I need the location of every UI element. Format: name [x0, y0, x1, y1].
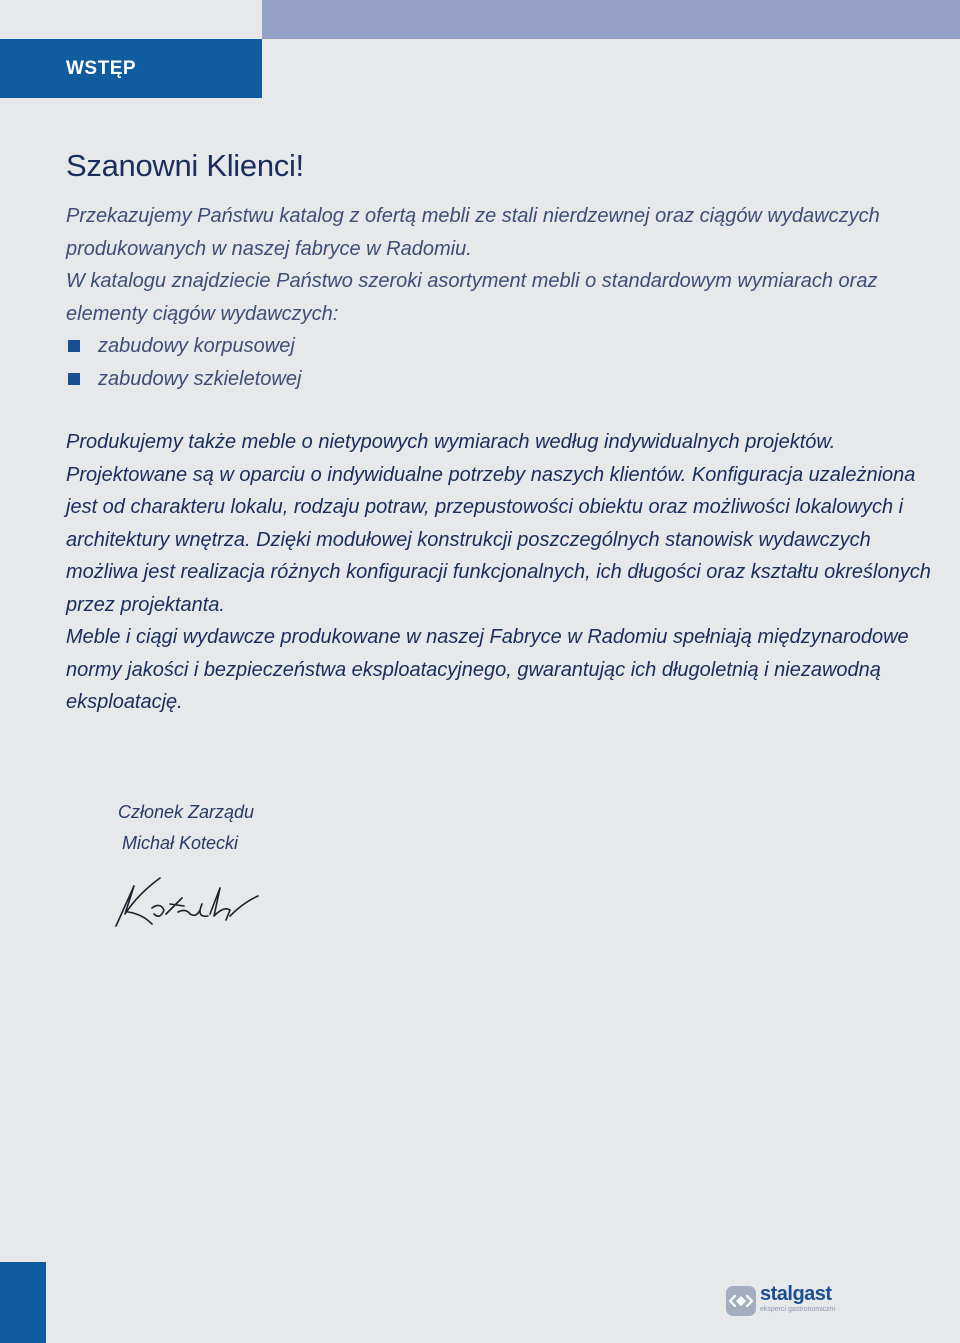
- body-paragraph-1: Produkujemy także meble o nietypowych wymiarach według indywidualnych projektów. Projektowane są w oparciu o indywidualne potrzeby naszych klientów. Konfiguracja uzależniona jest od charakteru lokalu, rodzaju potraw, przepustowości obiektu oraz możliwości lokalowych i architektury wnętrza. Dzięki modułowej konstrukcji poszczególnych stanowisk wydawczych możliwa jest realizacja różnych konfiguracji funkcjonalnych, ich długości oraz kształtu określonych przez projektanta.: [66, 431, 931, 616]
- logo-name: stalgast: [760, 1283, 832, 1305]
- list-item-label: zabudowy korpusowej: [98, 335, 295, 357]
- list-item: [66, 330, 926, 363]
- section-label: WSTĘP: [66, 58, 137, 79]
- handwritten-signature: [112, 868, 262, 932]
- list-item-label: zabudowy szkieletowej: [98, 367, 302, 390]
- intro-block: [66, 200, 926, 395]
- square-bullet-icon: [68, 340, 80, 352]
- section-tab: [0, 39, 262, 98]
- intro-paragraph-2: W katalogu znajdziecie Państwo szeroki asortyment mebli o standardowym wymiarach oraz elementy ciągów wydawczych:: [66, 270, 878, 325]
- logo-tagline: eksperci gastronomiczni: [760, 1306, 836, 1313]
- body-paragraph-2: Meble i ciągi wydawcze produkowane w naszej Fabryce w Radomiu spełniają międzynarodowe normy jakości i bezpieczeństwa eksploatacyjnego, gwarantując ich długoletnią i niezawodną eksploatację.: [66, 626, 909, 713]
- brand-logo: [726, 1284, 846, 1318]
- bottom-decorative-block: [0, 1262, 46, 1343]
- letter-greeting: Szanowni Klienci!: [66, 148, 304, 183]
- product-type-list: [66, 330, 926, 395]
- intro-paragraph-1: Przekazujemy Państwu katalog z ofertą mebli ze stali nierdzewnej oraz ciągów wydawczych produkowanych w naszej fabryce w Radomiu.: [66, 205, 880, 260]
- body-block: [66, 426, 946, 719]
- stalgast-logo-icon: [726, 1286, 756, 1316]
- list-item: [66, 363, 926, 396]
- signatory-name: Michał Kotecki: [122, 833, 239, 853]
- signatory-title: Członek Zarządu: [118, 802, 255, 822]
- square-bullet-icon: [68, 373, 80, 385]
- top-decorative-strip: [262, 0, 960, 39]
